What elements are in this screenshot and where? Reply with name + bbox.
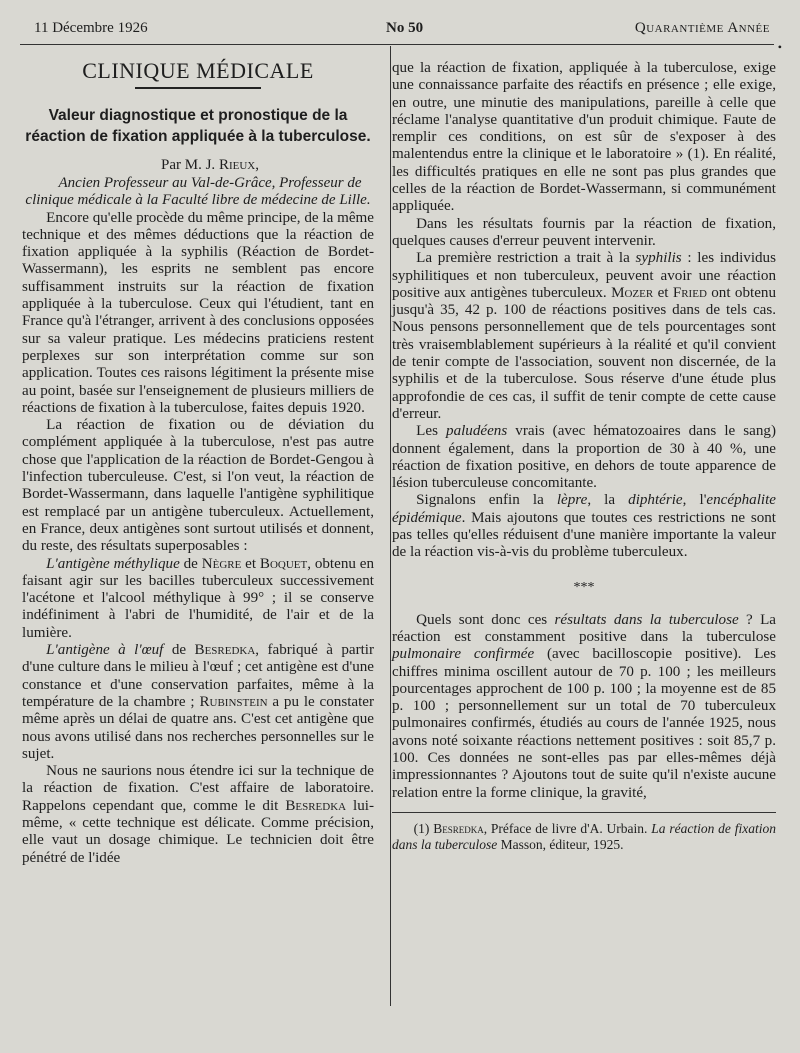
section-title: CLINIQUE MÉDICALE bbox=[82, 58, 314, 83]
footnote bbox=[392, 821, 776, 853]
text-run: ont obtenu jusqu'à 35, 42 p. 100 de réactions positives dans de tels cas. Nous pensons personnellement que de tels pourcentages sont très vraisemblablement supérieurs à la réalité et qu'il convient de tenir compte de l'association, souvent non discernée, de la syphilis et de la tuberculose. Sous réserve d'une étude plus approfondie de ces cas, il suffit de tenir compte de cette cause d'erreur. bbox=[392, 284, 776, 422]
column-divider bbox=[390, 46, 391, 1006]
paragraph bbox=[392, 423, 776, 492]
text-run: , l' bbox=[682, 492, 707, 509]
emphasis: syphilis bbox=[635, 250, 682, 267]
text-run: lui-même, « cette technique est délicate. Comme précision, elle vaut un dosage chimique. Le technicien doit être pénétré de l'idée bbox=[22, 797, 374, 866]
text-run: , fabriqué à partir d'une culture dans le milieu à l'œuf ; cet antigène est d'une constance et d'une conservation parfaites, même à la température de la chambre ; bbox=[22, 642, 375, 710]
text-run: (1) bbox=[413, 820, 434, 836]
running-header bbox=[28, 20, 770, 42]
text-run: Les bbox=[416, 423, 447, 440]
author-ref: Besredka bbox=[433, 820, 484, 836]
text-run: La première restriction a trait à la bbox=[416, 250, 636, 267]
text-run: Signalons enfin la bbox=[416, 492, 557, 509]
emphasis: L'antigène méthylique bbox=[46, 555, 180, 572]
emphasis: encéphalite épidémique bbox=[392, 492, 776, 526]
author-ref: Rubinstein bbox=[199, 693, 268, 710]
text-run: . Mais ajoutons que toutes ces restrictions ne sont pas telles qu'elles réduisent d'une manière importante la valeur de la réaction vis-à-vis du problème tuberculeux. bbox=[392, 509, 776, 561]
paragraph bbox=[22, 642, 374, 763]
paragraph bbox=[392, 250, 776, 423]
emphasis: résultats dans la tuberculose bbox=[554, 611, 739, 628]
text-run: , la bbox=[587, 492, 629, 509]
text-run: Nous ne saurions nous étendre ici sur la technique de la réaction de fixation. C'est affaire de laboratoire. Rappelons cependant que, comme le dit bbox=[22, 763, 374, 814]
paragraph: La réaction de fixation ou de déviation du complément appliquée à la tuberculose, n'est pas autre chose que l'application de la réaction de Bordet-Gengou à l'infection tuberculeuse. C'est, si l'on veut, la réaction de Bordet-Wassermann, dans laquelle l'antigène syphilitique est remplacé par un antigène tuberculeux. Actuellement, en France, deux antigènes sont surtout utilisés et donnent, du reste, des résultats superposables : bbox=[22, 417, 374, 555]
margin-dot: • bbox=[777, 40, 782, 54]
text-run: de bbox=[163, 642, 195, 659]
emphasis: L'antigène à l'œuf bbox=[46, 642, 164, 659]
emphasis: diphtérie bbox=[628, 492, 683, 509]
paragraph bbox=[392, 612, 776, 802]
text-run: a pu le constater même après un délai de quatre ans. C'est cet antigène que nous avons utilisé dans nos recherches personnelles sur le sujet. bbox=[22, 693, 375, 762]
article-title: Valeur diagnostique et pronostique de la réaction de fixation appliquée à la tuberculose. bbox=[25, 107, 371, 146]
text-run: , obtenu en faisant agir sur les bacilles tuberculeux successivement l'acétone et l'alcool méthylique à 99° ; il se conserve indéfiniment à l'abri de l'humidité, de l'air et de la lumière. bbox=[22, 555, 374, 641]
text-run: et bbox=[241, 555, 260, 572]
paragraph bbox=[22, 763, 374, 867]
author-affiliation: Ancien Professeur au Val-de-Grâce, Professeur de clinique médicale à la Faculté libre de médecine de Lille. bbox=[25, 174, 371, 209]
text-run: , Préface de livre d'A. Urbain. bbox=[483, 820, 652, 836]
author-ref: Besredka bbox=[285, 797, 347, 814]
text-run: Quels sont donc ces bbox=[416, 611, 555, 628]
header-date: 11 Décembre 1926 bbox=[34, 20, 148, 36]
text-run: Masson, éditeur, 1925. bbox=[497, 836, 624, 852]
author-line bbox=[22, 157, 374, 174]
text-run: ? La réaction est constamment positive dans la tuberculose bbox=[392, 611, 776, 645]
emphasis: lèpre bbox=[556, 492, 588, 509]
author-ref: Fried bbox=[672, 284, 707, 301]
author-ref: Mozer bbox=[611, 284, 654, 301]
paragraph bbox=[22, 556, 374, 642]
paragraph: Encore qu'elle procède du même principe, de la même technique et des mêmes déductions que la réaction de fixation appliquée à la syphilis (Réaction de Bordet-Wassermann), les esprits ne semblent pas encore suffisamment instruits sur la réaction de fixation appliquée à la tuberculose. Ceux qui l'étudient, tant en France qu'à l'étranger, arrivent à des conclusions opposées sur sa valeur pratique. Les médecins praticiens restent perplexes sur son interprétation comme sur son application. Toutes ces raisons légitiment la présente mise au point, basée sur l'enseignement de plusieurs milliers de réactions de fixation à la tuberculose, faites depuis 1920. bbox=[22, 209, 374, 416]
author-name: Rieux, bbox=[218, 157, 259, 174]
header-rule bbox=[20, 44, 774, 45]
author-ref: Besredka bbox=[194, 642, 256, 659]
section-separator-asterism: *** bbox=[573, 579, 595, 595]
text-run: (avec bacilloscopie positive). Les chiffres minima oscillent autour de 70 p. 100 ; les meilleurs pourcentages approchent de 100 p. 100 ; la moyenne est de 85 p. 100 ; personnellement sur un total de 70 tuberculeux pulmonaires confirmés, étudiés au cours de l'année 1925, nous avons noté soixante réactions nettement positives : soit 85,7 p. 100. Ces données ne sont-elles pas par elles-mêmes déjà impressionnantes ? Ajoutons tout de suite qu'il n'existe aucune relation entre la forme clinique, la gravité, bbox=[392, 646, 776, 801]
paragraph: Dans les résultats fournis par la réaction de fixation, quelques causes d'erreur peuvent intervenir. bbox=[392, 215, 776, 249]
left-column bbox=[22, 58, 375, 867]
paragraph: que la réaction de fixation, appliquée à la tuberculose, exige une connaissance parfaite des réactifs en présence ; elle exige, en outre, une minutie des manipulations, pareille à celle que réclame l'analyse quantitative d'un produit chimique. Faute de remplir ces conditions, on est sûr de s'exposer à des malentendus entre la clinique et le laboratoire » (1). En réalité, les difficultés pratiques en elle ne sont pas plus grandes que celles de la réaction de Bordet-Wassermann, si communément appliquée. bbox=[392, 60, 776, 215]
author-prefix: Par M. J. bbox=[161, 157, 219, 174]
emphasis: La réaction de fixation dans la tuberculose bbox=[392, 820, 777, 852]
emphasis: paludéens bbox=[446, 423, 508, 440]
text-run: : les individus syphilitiques et non tuberculeux, peuvent avoir une réaction positive aux antigènes tuberculeux. bbox=[392, 250, 776, 301]
author-ref: Boquet bbox=[259, 555, 308, 572]
text-run: vrais (avec hématozoaires dans le sang) donnent également, dans la proportion de 30 à 40 %, une réaction de fixation positive, en dehors de toute apparence de lésion tuberculeuse concomitante. bbox=[392, 423, 776, 492]
author-ref: Nègre bbox=[201, 555, 242, 572]
text-run: et bbox=[653, 284, 673, 301]
footnote-rule bbox=[392, 812, 776, 813]
right-column bbox=[392, 60, 776, 853]
emphasis: pulmonaire confirmée bbox=[392, 646, 535, 663]
paragraph bbox=[392, 492, 776, 561]
header-year: Quarantième Année bbox=[634, 20, 770, 36]
section-title-rule bbox=[135, 87, 261, 89]
text-run: de bbox=[179, 555, 202, 572]
header-issue-number: No 50 bbox=[386, 20, 424, 36]
